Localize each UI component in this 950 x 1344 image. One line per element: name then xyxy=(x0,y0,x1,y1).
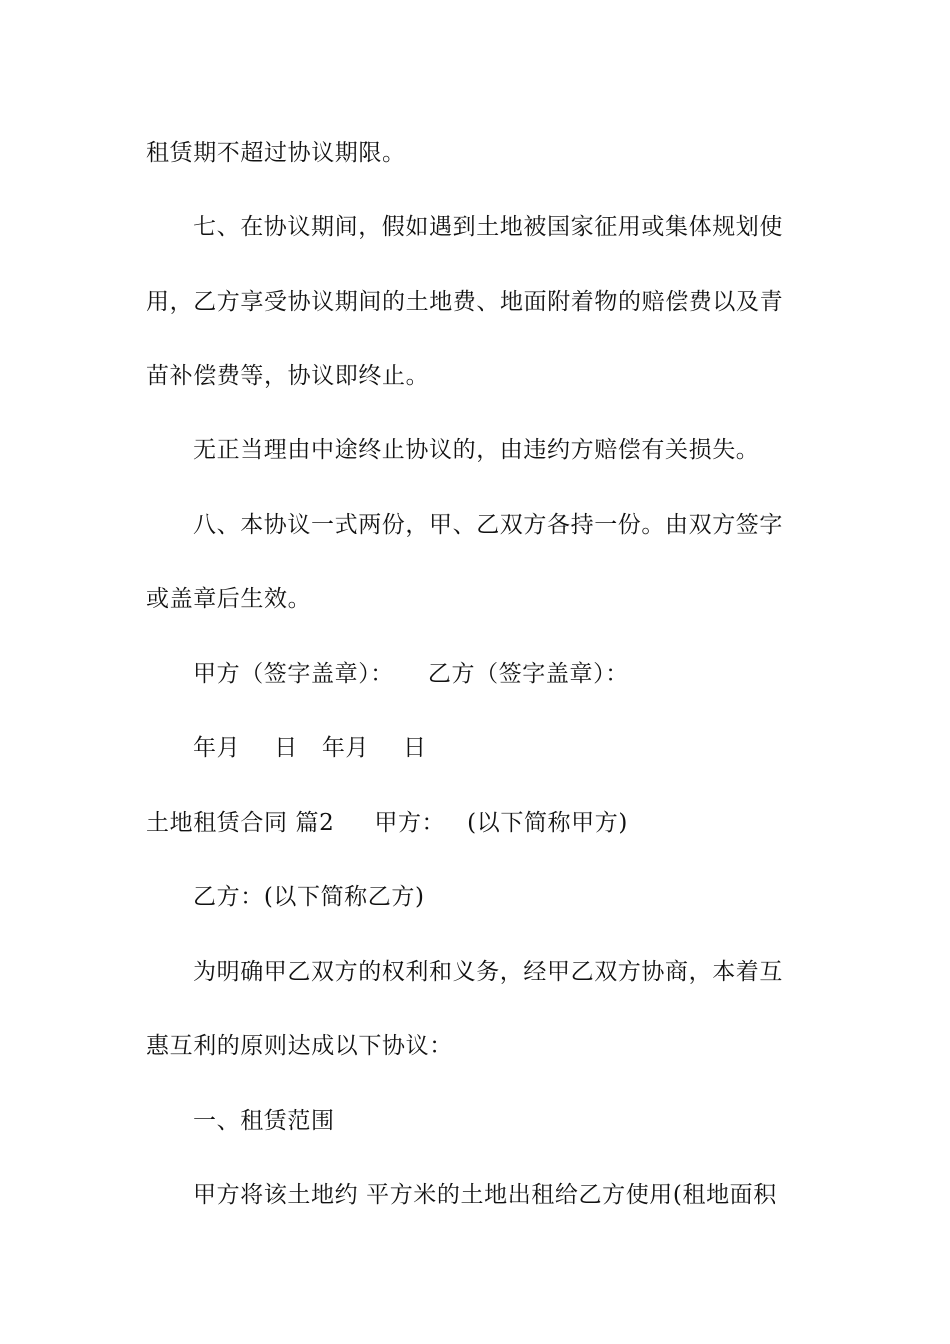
party-a-day: 日 xyxy=(274,735,298,761)
party-b-note: (以下简称乙方) xyxy=(263,884,425,910)
party-b-day: 日 xyxy=(403,735,427,761)
party-b-label: 乙方： xyxy=(193,884,264,910)
paragraph-line: 或盖章后生效。 xyxy=(146,586,312,612)
paragraph-line: 用，乙方享受协议期间的土地费、地面附着物的赔偿费以及青 xyxy=(146,289,784,315)
party-b-line xyxy=(193,882,425,912)
party-a-note: (以下简称甲方) xyxy=(467,810,628,836)
paragraph-line: 为明确甲乙双方的权利和义务，经甲乙双方协商，本着互 xyxy=(193,959,783,985)
party-a-year-month: 年月 xyxy=(193,735,241,761)
section-title-line xyxy=(146,808,628,838)
party-b-signature-label: 乙方（签字盖章）： xyxy=(427,661,629,687)
paragraph-line: 惠互利的原则达成以下协议： xyxy=(146,1033,453,1059)
section-title: 土地租赁合同 篇2 xyxy=(146,810,335,836)
party-a-signature-label: 甲方（签字盖章）： xyxy=(193,661,394,687)
section-heading: 一、租赁范围 xyxy=(193,1108,335,1134)
party-b-year-month: 年月 xyxy=(321,735,370,761)
paragraph-line: 租赁期不超过协议期限。 xyxy=(146,140,406,166)
date-line xyxy=(193,733,427,763)
paragraph-line: 七、在协议期间，假如遇到土地被国家征用或集体规划使 xyxy=(193,214,783,240)
paragraph-line: 甲方将该土地约 平方米的土地出租给乙方使用(租地面积 xyxy=(193,1182,777,1208)
paragraph-line: 八、本协议一式两份，甲、乙双方各持一份。由双方签字 xyxy=(193,512,783,538)
paragraph-line: 无正当理由中途终止协议的，由违约方赔偿有关损失。 xyxy=(193,437,760,463)
paragraph-line: 苗补偿费等，协议即终止。 xyxy=(146,363,430,389)
party-a-label: 甲方： xyxy=(374,810,446,836)
signature-line xyxy=(193,659,629,689)
